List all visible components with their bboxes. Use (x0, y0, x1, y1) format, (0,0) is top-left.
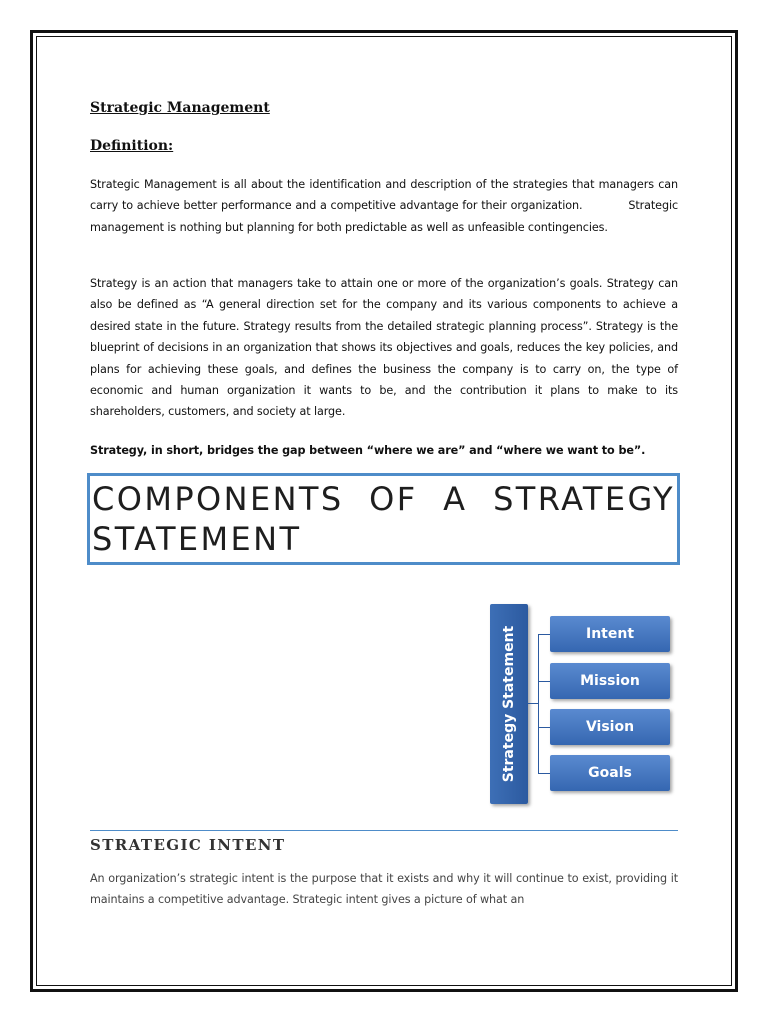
diagram-connector (538, 773, 550, 774)
strategy-statement-diagram (490, 604, 674, 804)
diagram-connector (538, 681, 550, 682)
diagram-item-vision: Vision (550, 709, 670, 745)
diagram-connector (528, 703, 538, 704)
diagram-connector (538, 634, 539, 773)
components-heading-box (87, 473, 680, 565)
diagram-item-goals: Goals (550, 755, 670, 791)
diagram-connector (538, 727, 550, 728)
paragraph-definition: Strategic Management is all about the identification and description of the strategies that managers can carry to achieve better performance and a competitive advantage for their organization. Strategic management is nothing but planning for both predictable as well as unfeasible contingencies. (90, 178, 682, 234)
diagram-connector (538, 634, 550, 635)
section-divider (90, 830, 678, 831)
diagram-item-mission: Mission (550, 663, 670, 699)
diagram-item-intent: Intent (550, 616, 670, 652)
diagram-root-label: Strategy Statement (501, 625, 517, 783)
paragraph-strategy: Strategy is an action that managers take to attain one or more of the organization’s goals. Strategy can also be defined as “A general direction set for the company and its various components to achieve a desired state in the future. Strategy results from the detailed strategic planning process”. Strategy is the blueprint of decisions in an organization that shows its objectives and goals, reduces the key policies, and plans for achieving these goals, and defines the business the company is to carry on, the type of economic and human organization it wants to be, and the contribution it plans to make to its shareholders, customers, and society at large. (90, 277, 678, 419)
document-title: Strategic Management (90, 100, 270, 116)
definition-heading: Definition: (90, 138, 174, 154)
strategic-intent-heading: STRATEGIC INTENT (90, 836, 286, 854)
paragraph-strategic-intent: An organization’s strategic intent is the purpose that it exists and why it will continue to exist, providing it maintains a competitive advantage. Strategic intent gives a picture of what an (90, 872, 678, 907)
paragraph-summary: Strategy, in short, bridges the gap between “where we are” and “where we want to be”. (90, 444, 646, 457)
components-heading: COMPONENTS OF A STRATEGY STATEMENT (92, 480, 675, 558)
diagram-root (490, 604, 528, 804)
